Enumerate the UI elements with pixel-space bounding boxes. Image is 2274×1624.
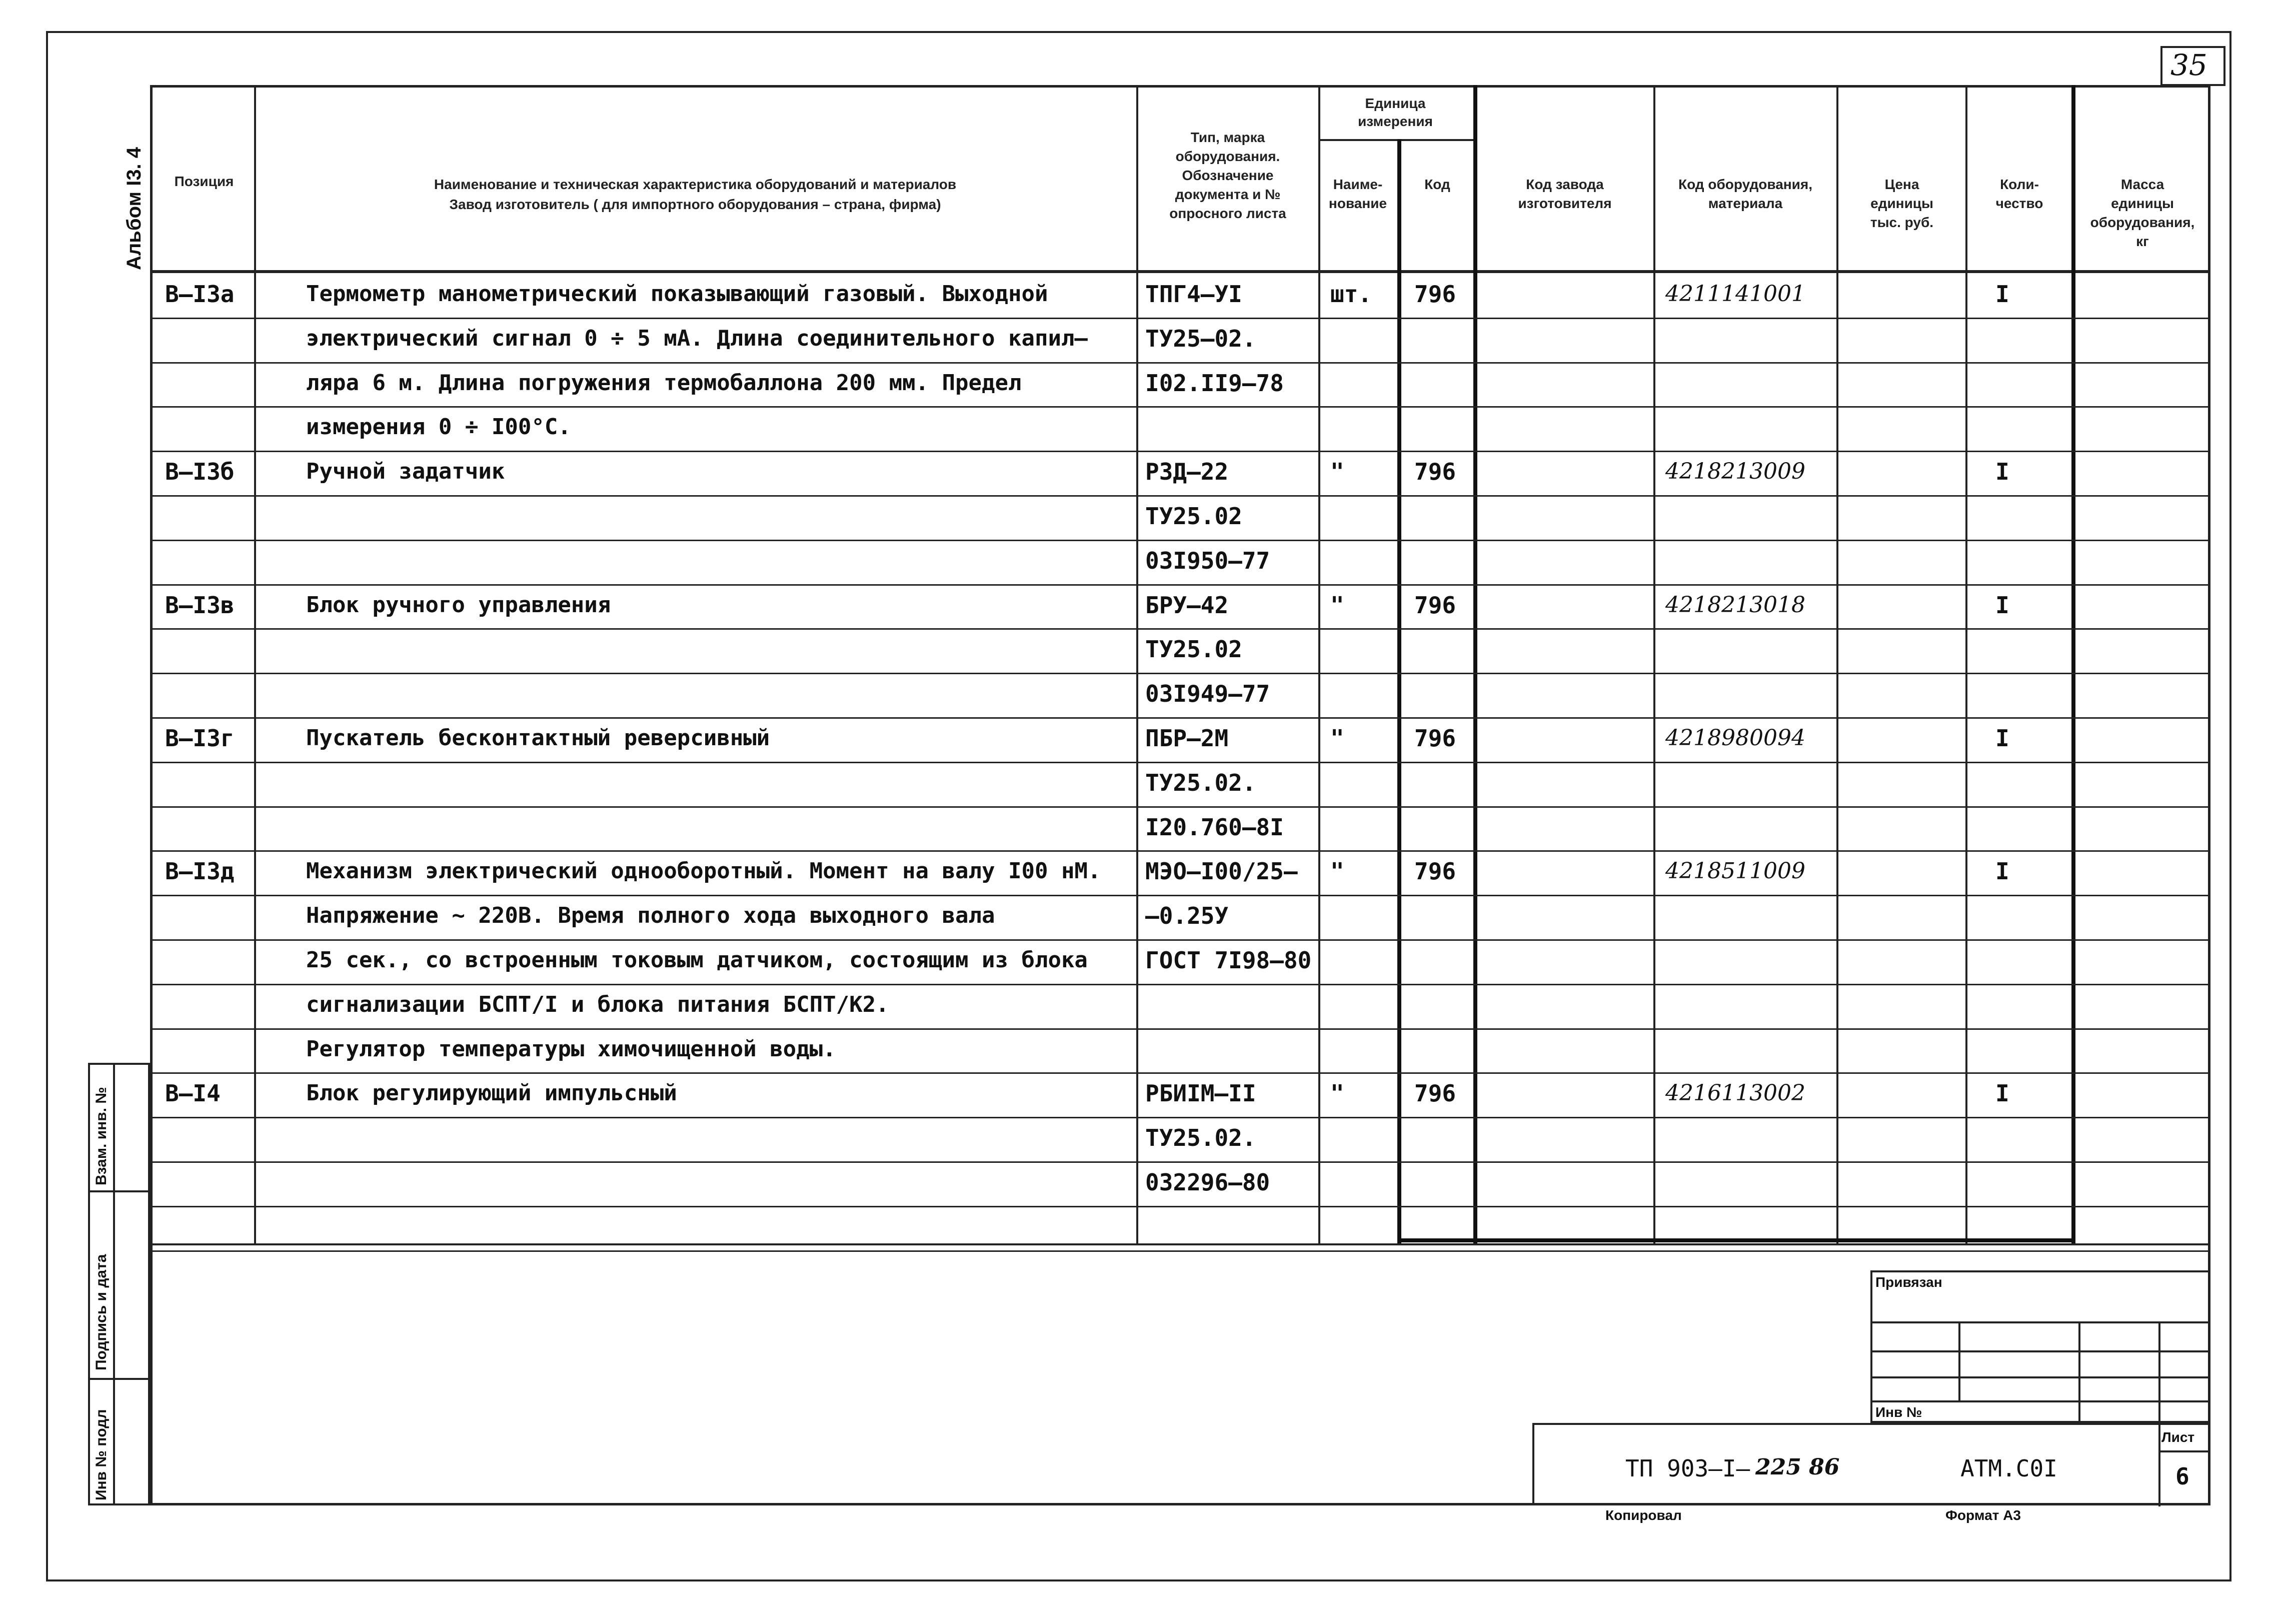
sheet-number: 6	[2175, 1463, 2189, 1490]
row-type: ТПГ4–УI	[1145, 281, 1242, 308]
header-name-line2: Завод изготовитель ( для импортного оборудования – страна, фирма)	[449, 197, 941, 212]
side-divider	[88, 1378, 150, 1380]
row-code: 796	[1414, 592, 1456, 619]
table-bottom-line	[1397, 1238, 2075, 1242]
row-code: 796	[1414, 281, 1456, 308]
row-qty: I	[1995, 858, 2009, 885]
row-name: ляра 6 м. Длина погружения термобаллона 200 мм. Предел	[306, 370, 1022, 396]
table-row-line	[150, 318, 2210, 319]
table-row-line	[150, 628, 2210, 630]
table-row-line	[150, 762, 2210, 763]
header-type-5: опросного листа	[1169, 206, 1286, 221]
row-unit: "	[1330, 458, 1344, 485]
row-equip: 4218980094	[1665, 725, 1805, 751]
table-row-line	[150, 495, 2210, 497]
row-pos: В–I3д	[165, 858, 235, 885]
table-row-line	[150, 850, 2210, 852]
row-type: ТУ25.02	[1145, 503, 1242, 530]
table-row-line	[150, 1072, 2210, 1074]
row-pos: В–I3б	[165, 458, 235, 485]
row-equip: 4216113002	[1665, 1080, 1805, 1106]
row-pos: В–I3г	[165, 725, 235, 752]
row-unit: "	[1330, 592, 1344, 619]
row-pos: В–I3а	[165, 281, 235, 308]
table-row-line	[150, 406, 2210, 408]
side-divider	[88, 1190, 150, 1192]
row-name: Механизм электрический однооборотный. Момент на валу I00 нМ.	[306, 858, 1101, 884]
table-row-line	[150, 806, 2210, 808]
row-equip: 4218511009	[1665, 858, 1805, 884]
row-equip: 4218213018	[1665, 592, 1805, 618]
row-unit: "	[1330, 1080, 1344, 1107]
header-mass-4: кг	[2136, 234, 2149, 249]
row-unit: шт.	[1330, 281, 1372, 308]
table-row-line	[150, 895, 2210, 896]
row-type: I20.760–8I	[1145, 814, 1284, 841]
row-type: ТУ25.02.	[1145, 769, 1256, 796]
row-name: электрический сигнал 0 ÷ 5 мА. Длина соединительного капил–	[306, 326, 1088, 351]
col-line	[1473, 85, 1477, 1245]
table-row-line	[150, 673, 2210, 674]
col-line	[1965, 85, 1967, 1245]
row-name: Блок регулирующий импульсный	[306, 1080, 677, 1106]
row-qty: I	[1995, 1080, 2009, 1107]
row-pos: В–I4	[165, 1080, 221, 1107]
header-price-1: Цена	[1884, 177, 1919, 192]
row-name: сигнализации БСПТ/I и блока питания БСПТ/К2.	[306, 992, 889, 1017]
table-row-line	[150, 362, 2210, 364]
row-type: ТУ25.02	[1145, 636, 1242, 663]
table-row-line	[150, 1161, 2210, 1163]
inv-no-label: Инв №	[1875, 1404, 1922, 1420]
side-inv-label: Инв № подл	[93, 1409, 110, 1500]
header-type-1: Тип, марка	[1190, 130, 1265, 145]
col-line	[1397, 139, 1401, 1245]
header-type-2: оборудования.	[1175, 149, 1280, 164]
col-line	[254, 85, 256, 1245]
privyazan-label: Привязан	[1875, 1274, 1942, 1290]
table-row-line	[150, 1028, 2210, 1030]
side-podpis-label: Подпись и дата	[93, 1254, 110, 1370]
table-row-line	[150, 584, 2210, 586]
header-unit-code: Код	[1424, 177, 1450, 192]
row-qty: I	[1995, 592, 2009, 619]
row-equip: 4218213009	[1665, 459, 1805, 484]
row-type: МЭО–I00/25–	[1145, 858, 1298, 885]
row-type: –0.25У	[1145, 902, 1229, 929]
header-type-4: документа и №	[1175, 187, 1281, 202]
header-type-3: Обозначение	[1182, 168, 1274, 183]
header-mass-3: оборудования,	[2090, 215, 2195, 230]
header-equip-2: материала	[1708, 196, 1783, 211]
table-row-line	[150, 1206, 2210, 1207]
row-qty: I	[1995, 725, 2009, 752]
table-row-line	[150, 451, 2210, 452]
row-name: Ручной задатчик	[306, 459, 505, 484]
stamp-line	[2158, 1450, 2210, 1452]
col-line	[2071, 85, 2075, 1245]
header-equip-1: Код оборудования,	[1678, 177, 1813, 192]
row-code: 796	[1414, 725, 1456, 752]
row-type: БРУ–42	[1145, 592, 1229, 619]
header-maker-2: изготовителя	[1518, 196, 1612, 211]
side-vzam-label: Взам. инв. №	[93, 1087, 110, 1185]
header-qty-2: чество	[1995, 196, 2043, 211]
page-number: 35	[2170, 48, 2207, 82]
row-type: 03I950–77	[1145, 547, 1270, 574]
header-qty-1: Коли-	[2000, 177, 2039, 192]
row-name: Пускатель бесконтактный реверсивный	[306, 725, 770, 751]
stamp-line	[2078, 1321, 2080, 1421]
col-line	[1136, 85, 1138, 1245]
header-price-3: тыс. руб.	[1870, 215, 1934, 230]
col-line	[1653, 85, 1655, 1245]
header-unit-name-1: Наиме-	[1333, 177, 1383, 192]
table-row-line	[150, 540, 2210, 541]
header-unit-1: Единица	[1365, 96, 1426, 111]
header-mass-2: единицы	[2111, 196, 2174, 211]
table-row-line	[150, 1250, 2210, 1252]
table-bottom-line	[150, 1243, 2210, 1245]
row-type: ГОСТ 7I98–80	[1145, 947, 1312, 974]
row-name: Регулятор температуры химочищенной воды.	[306, 1036, 836, 1062]
doc-mark: АТМ.С0I	[1960, 1455, 2057, 1482]
doc-number: 225 86	[1755, 1454, 1840, 1480]
row-type: ТУ25–02.	[1145, 325, 1256, 352]
row-unit: "	[1330, 725, 1344, 752]
row-code: 796	[1414, 458, 1456, 485]
row-type: 032296–80	[1145, 1169, 1270, 1196]
table-row-line	[150, 1117, 2210, 1118]
header-unit-name-2: нование	[1328, 196, 1387, 211]
row-name: 25 сек., со встроенным токовым датчиком, состоящим из блока	[306, 947, 1088, 973]
row-equip: 4211141001	[1665, 281, 1805, 307]
row-type: I02.II9–78	[1145, 370, 1284, 397]
row-type: РЗД–22	[1145, 458, 1229, 485]
header-mass-1: Масса	[2120, 177, 2164, 192]
row-qty: I	[1995, 281, 2009, 308]
row-pos: В–I3в	[165, 592, 235, 619]
row-unit: "	[1330, 858, 1344, 885]
table-row-line	[150, 984, 2210, 985]
stamp-line	[1958, 1321, 1960, 1401]
sheet-label: Лист	[2161, 1429, 2195, 1445]
table-row-line	[150, 939, 2210, 941]
header-maker-1: Код завода	[1526, 177, 1604, 192]
format-label: Формат А3	[1945, 1507, 2021, 1523]
doc-code: ТП 903–I–	[1625, 1455, 1750, 1482]
col-line	[1318, 85, 1320, 1245]
header-name-line1: Наименование и техническая характеристика оборудований и материалов	[434, 177, 957, 192]
row-name: Блок ручного управления	[306, 592, 611, 618]
header-price-2: единицы	[1870, 196, 1933, 211]
row-type: РБИIМ–II	[1145, 1080, 1256, 1107]
header-position: Позиция	[174, 174, 234, 189]
side-divider	[113, 1063, 115, 1505]
row-code: 796	[1414, 858, 1456, 885]
row-type: ТУ25.02.	[1145, 1124, 1256, 1151]
unit-header-split	[1318, 139, 1473, 141]
row-type: ПБР–2М	[1145, 725, 1229, 752]
row-name: измерения 0 ÷ I00°С.	[306, 414, 571, 440]
col-line	[1836, 85, 1838, 1245]
header-bottom-line	[150, 270, 2210, 273]
row-qty: I	[1995, 458, 2009, 485]
row-type: 03I949–77	[1145, 680, 1270, 707]
row-code: 796	[1414, 1080, 1456, 1107]
album-label: Альбом I3. 4	[123, 147, 145, 270]
table-row-line	[150, 717, 2210, 719]
copied-label: Копировал	[1605, 1507, 1682, 1523]
row-name: Термометр манометрический показывающий газовый. Выходной	[306, 281, 1048, 307]
row-name: Напряжение ~ 220В. Время полного хода выходного вала	[306, 903, 995, 928]
header-unit-2: измерения	[1358, 114, 1433, 129]
